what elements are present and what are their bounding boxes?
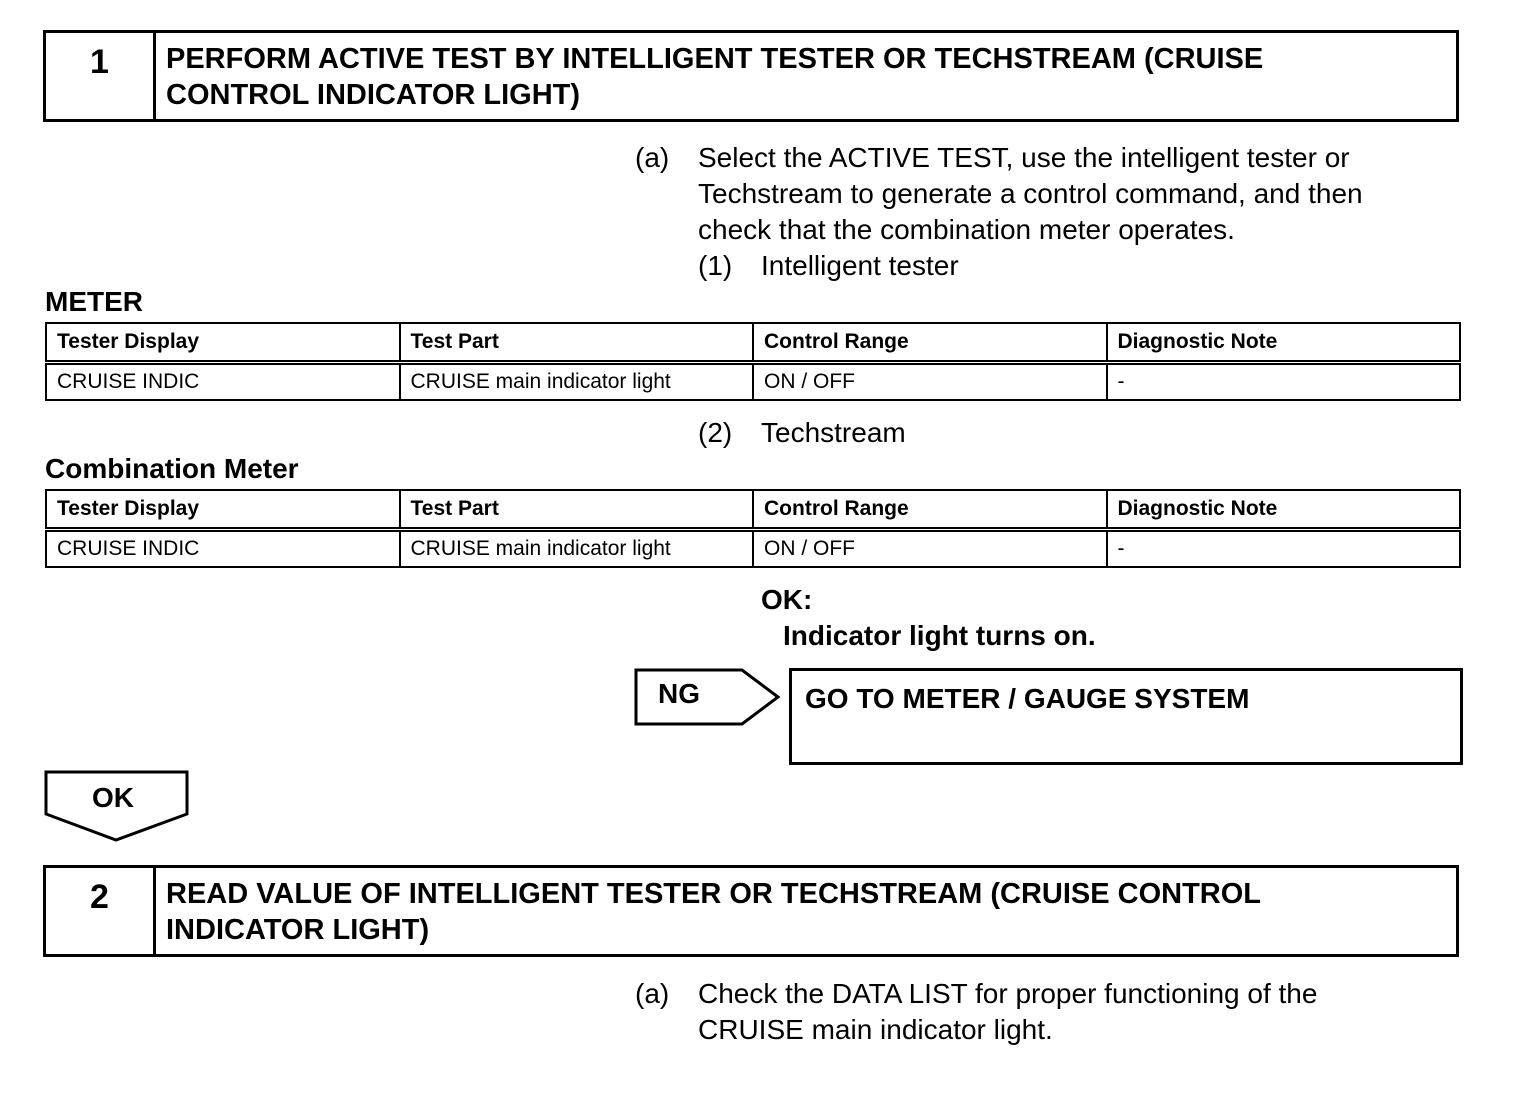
header-diagnostic-note: Diagnostic Note (1107, 323, 1461, 363)
header-tester-display: Tester Display (46, 323, 400, 363)
instruction-line: Select the ACTIVE TEST, use the intelligent tester or (698, 142, 1350, 173)
ng-label: NG (658, 678, 700, 709)
combination-meter-table (45, 489, 1461, 568)
ok-arrow (44, 770, 190, 842)
table-label-combination-meter: Combination Meter (45, 453, 299, 484)
instruction-text (698, 976, 1317, 1048)
step-title-line: CONTROL INDICATOR LIGHT) (166, 79, 581, 111)
instruction-line: Check the DATA LIST for proper functioning of the (698, 978, 1318, 1009)
ok-spec-text: Indicator light turns on. (783, 620, 1096, 651)
header-control-range: Control Range (753, 490, 1107, 530)
sub-step-text: Techstream (761, 417, 906, 448)
step-title-line: INDICATOR LIGHT) (166, 914, 430, 946)
cell-tester-display: CRUISE INDIC (46, 363, 400, 401)
table-row (46, 363, 1460, 401)
ok-spec-label: OK: (761, 584, 813, 615)
cell-test-part: CRUISE main indicator light (400, 530, 754, 568)
step-title-line: READ VALUE OF INTELLIGENT TESTER OR TECHSTREAM (CRUISE CONTROL (166, 878, 1262, 910)
instruction-line: CRUISE main indicator light. (698, 1014, 1053, 1045)
cell-diagnostic-note: - (1107, 530, 1461, 568)
step-1-header (43, 30, 1459, 122)
ok-flow-label: OK (92, 782, 134, 813)
step-title (156, 868, 1456, 954)
header-tester-display: Tester Display (46, 490, 400, 530)
instruction-line: Techstream to generate a control command, and then (698, 178, 1363, 209)
table-header-row (46, 490, 1460, 530)
sub-step-1 (698, 248, 1298, 284)
cell-tester-display: CRUISE INDIC (46, 530, 400, 568)
cell-control-range: ON / OFF (753, 363, 1107, 401)
table-header-row (46, 323, 1460, 363)
sub-step-2 (698, 415, 1298, 451)
step-2-header (43, 865, 1459, 957)
ng-action-box: GO TO METER / GAUGE SYSTEM (789, 668, 1463, 765)
header-test-part: Test Part (400, 323, 754, 363)
meter-table (45, 322, 1461, 401)
cell-test-part: CRUISE main indicator light (400, 363, 754, 401)
step-1-instruction (635, 140, 1455, 250)
table-row (46, 530, 1460, 568)
sub-step-text: Intelligent tester (761, 250, 959, 281)
instruction-line: check that the combination meter operates. (698, 214, 1235, 245)
step-title (156, 33, 1456, 119)
header-diagnostic-note: Diagnostic Note (1107, 490, 1461, 530)
table-label-meter: METER (45, 286, 143, 317)
step-number: 1 (46, 33, 156, 119)
cell-diagnostic-note: - (1107, 363, 1461, 401)
cell-control-range: ON / OFF (753, 530, 1107, 568)
instruction-text (698, 140, 1363, 248)
sub-step-marker: (2) (698, 417, 733, 448)
step-2-instruction (635, 976, 1455, 1050)
instruction-marker: (a) (635, 978, 670, 1009)
step-number: 2 (46, 868, 156, 954)
ng-arrow (634, 668, 782, 726)
header-control-range: Control Range (753, 323, 1107, 363)
instruction-marker: (a) (635, 142, 670, 173)
header-test-part: Test Part (400, 490, 754, 530)
step-title-line: PERFORM ACTIVE TEST BY INTELLIGENT TESTER OR TECHSTREAM (CRUISE (166, 43, 1264, 75)
ng-arrow-shape (634, 668, 782, 726)
sub-step-marker: (1) (698, 250, 733, 281)
